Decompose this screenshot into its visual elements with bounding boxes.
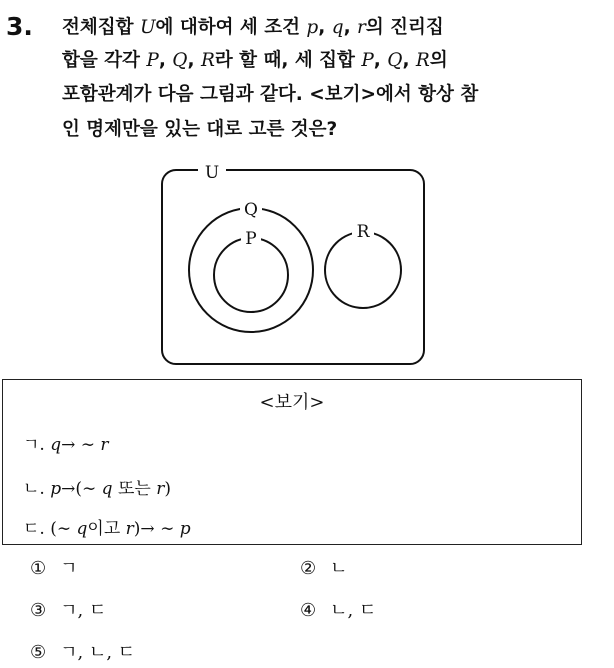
- text-segment: ㄷ. (∼: [23, 519, 77, 539]
- text-segment: 인 명제만을 있는 대로 고른 것은?: [62, 119, 338, 140]
- question-number: 3.: [6, 12, 33, 41]
- math-variable: R: [415, 50, 430, 71]
- text-segment: 포함관계가 다음 그림과 같다. <보기>에서 항상 참: [62, 84, 479, 105]
- math-variable: P: [146, 50, 159, 71]
- bogi-item-digeut: [23, 514, 191, 539]
- text-segment: 에 대하여 세 조건: [155, 17, 307, 38]
- text-segment: ,: [402, 50, 416, 71]
- math-variable: r: [357, 17, 366, 38]
- math-variable: Q: [172, 50, 188, 71]
- text-segment: ,: [158, 50, 173, 71]
- option-text: ㄱ, ㄴ, ㄷ: [60, 642, 136, 663]
- set-p-label: P: [245, 229, 257, 249]
- math-variable: p: [50, 479, 62, 499]
- math-variable: q: [50, 435, 62, 455]
- math-variable: U: [139, 17, 156, 38]
- set-r-label: R: [356, 222, 370, 242]
- answer-option-2[interactable]: [300, 554, 348, 580]
- math-variable: r: [156, 479, 165, 499]
- option-number: ⑤: [30, 642, 47, 663]
- question-line: [62, 13, 444, 39]
- math-variable: q: [101, 479, 113, 499]
- text-segment: 의: [429, 50, 448, 71]
- math-variable: r: [100, 435, 109, 455]
- option-number: ③: [30, 600, 47, 621]
- math-variable: q: [331, 17, 344, 38]
- text-segment: →(∼: [61, 479, 102, 499]
- text-segment: ,: [343, 17, 358, 38]
- math-variable: R: [200, 50, 215, 71]
- universe-rect: [162, 170, 424, 364]
- text-segment: ,: [373, 50, 388, 71]
- text-segment: 전체집합: [62, 17, 140, 38]
- venn-diagram: [150, 160, 440, 372]
- text-segment: 이고: [87, 519, 126, 539]
- text-segment: 또는: [112, 479, 157, 499]
- text-segment: 합을 각각: [62, 50, 147, 71]
- option-number: ④: [300, 600, 317, 621]
- question-line: [62, 80, 478, 106]
- set-q-circle: [189, 208, 313, 332]
- answer-option-1[interactable]: [30, 554, 78, 580]
- set-q-label: Q: [244, 200, 258, 220]
- text-segment: ,: [318, 17, 332, 38]
- text-segment: ,: [187, 50, 201, 71]
- option-text: ㄱ: [60, 558, 78, 579]
- bogi-title: <보기>: [259, 392, 325, 413]
- bogi-item-nieun: [23, 474, 171, 499]
- text-segment: ): [164, 479, 171, 499]
- answer-option-5[interactable]: [30, 638, 135, 664]
- question-line: [62, 46, 448, 72]
- math-variable: Q: [387, 50, 403, 71]
- math-variable: r: [125, 519, 134, 539]
- text-segment: 라 할 때, 세 집합: [214, 50, 362, 71]
- set-r-circle: [325, 232, 401, 308]
- text-segment: ㄱ.: [23, 435, 51, 455]
- bogi-item-giyeok: [23, 430, 109, 455]
- math-variable: q: [76, 519, 88, 539]
- option-text: ㄴ, ㄷ: [330, 600, 377, 621]
- set-p-circle: [214, 238, 288, 312]
- bogi-box: [2, 379, 582, 545]
- question-line: [62, 115, 337, 141]
- universe-label: U: [204, 163, 220, 183]
- answer-option-3[interactable]: [30, 596, 106, 622]
- math-variable: p: [306, 17, 319, 38]
- option-number: ①: [30, 558, 47, 579]
- text-segment: ㄴ.: [23, 479, 51, 499]
- option-number: ②: [300, 558, 317, 579]
- math-variable: P: [361, 50, 374, 71]
- text-segment: )→ ∼: [133, 519, 180, 539]
- option-text: ㄴ: [330, 558, 348, 579]
- text-segment: → ∼: [61, 435, 101, 455]
- option-text: ㄱ, ㄷ: [60, 600, 107, 621]
- text-segment: 의 진리집: [365, 17, 444, 38]
- answer-option-4[interactable]: [300, 596, 376, 622]
- math-variable: p: [179, 519, 191, 539]
